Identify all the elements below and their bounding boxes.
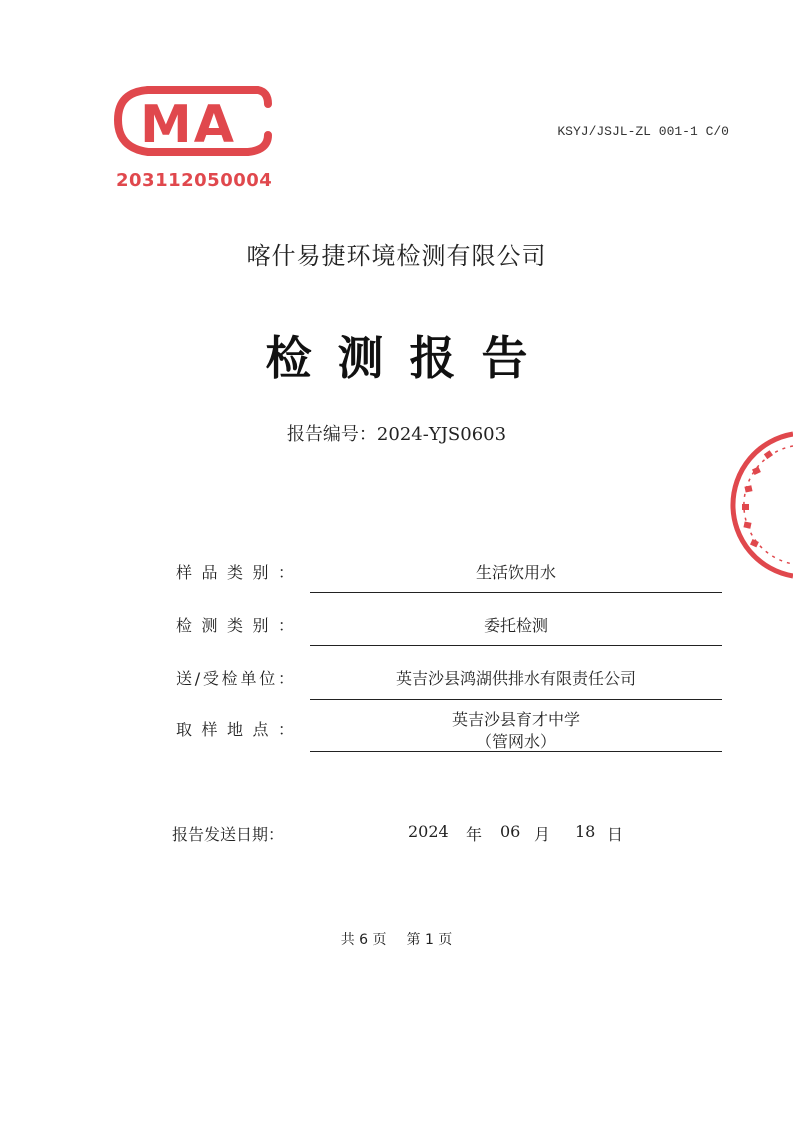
report-title: 检测报告 xyxy=(265,331,554,385)
date-year-unit: 年 xyxy=(466,825,483,844)
date-month-unit: 月 xyxy=(534,825,551,844)
date-month: 06 xyxy=(500,822,521,841)
sample-type-value: 生活饮用水 xyxy=(475,563,556,582)
sampling-location-value: 英吉沙县育才中学 xyxy=(451,710,580,729)
test-type-label: 检测类别： xyxy=(176,616,294,635)
underline xyxy=(310,751,722,752)
sample-type-label: 样品类别： xyxy=(176,563,294,582)
underline xyxy=(310,592,722,593)
date-day-unit: 日 xyxy=(607,825,624,844)
page-current: 第 1 页 xyxy=(406,932,453,948)
sampling-location-note: （管网水） xyxy=(475,732,556,751)
date-year: 2024 xyxy=(408,822,449,841)
page-total: 共 6 页 xyxy=(340,932,387,948)
underline xyxy=(310,645,722,646)
date-day: 18 xyxy=(575,822,596,841)
client-value: 英吉沙县鸿湖供排水有限责任公司 xyxy=(395,669,636,688)
official-seal-fragment xyxy=(725,430,793,580)
report-number-label: 报告编号： xyxy=(286,424,377,445)
client-label: 送/受检单位： xyxy=(176,669,294,688)
send-date-label: 报告发送日期： xyxy=(172,825,285,844)
page-info xyxy=(0,929,793,949)
company-name: 喀什易捷环境检测有限公司 xyxy=(246,242,547,270)
sampling-location-label: 取样地点： xyxy=(176,720,294,739)
test-type-value: 委托检测 xyxy=(483,616,548,635)
underline xyxy=(310,699,722,700)
cma-number: 203112050004 xyxy=(116,170,273,191)
report-number xyxy=(0,420,793,446)
svg-text:MA: MA xyxy=(140,95,236,155)
report-number-value: 2024-YJS0603 xyxy=(376,424,507,445)
document-code: KSYJ/JSJL-ZL 001-1 C/0 xyxy=(557,124,729,139)
